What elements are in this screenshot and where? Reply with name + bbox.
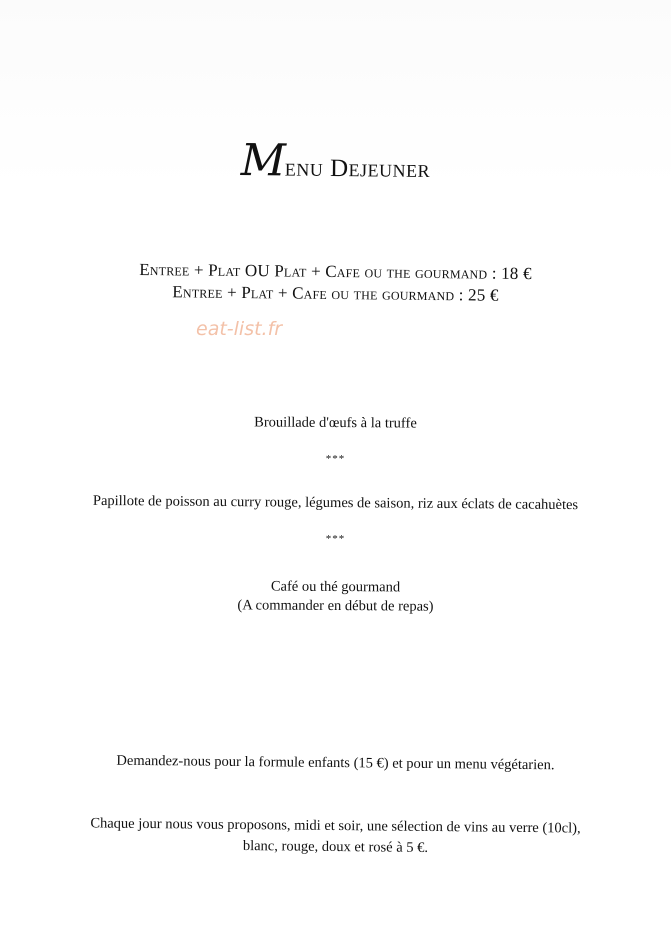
main-dish: Papillote de poisson au curry rouge, légumes de saison, riz aux éclats de cacahuètes xyxy=(92,492,579,514)
title-rest: enu Dejeuner xyxy=(284,154,431,183)
formula-option-2: Entree + Plat + Cafe ou the gourmand : 25 € xyxy=(172,282,499,305)
wine-note-line-1: Chaque jour nous vous proposons, midi et soir, une sélection de vins au verre (10cl), xyxy=(90,815,581,837)
kids-vegetarian-note: Demandez-nous pour la formule enfants (15 €) et pour un menu végétarien. xyxy=(116,752,555,774)
title-initial: M xyxy=(240,135,286,187)
dessert-note: (A commander en début de repas) xyxy=(237,597,434,615)
course-separator: *** xyxy=(325,533,346,545)
watermark: eat-list.fr xyxy=(196,318,283,340)
starter-dish: Brouillade d'œufs à la truffe xyxy=(254,414,417,432)
formula-1-part-a: Entree + Plat xyxy=(139,259,246,281)
formula-1-part-b: Plat + Cafe ou the gourmand : 18 € xyxy=(269,261,532,284)
formula-1-ou: OU xyxy=(244,261,270,281)
menu-title xyxy=(0,136,671,187)
wine-note-line-2: blanc, rouge, doux et rosé à 5 €. xyxy=(242,838,429,856)
dessert-dish: Café ou thé gourmand xyxy=(270,578,401,596)
course-separator: *** xyxy=(325,453,346,465)
